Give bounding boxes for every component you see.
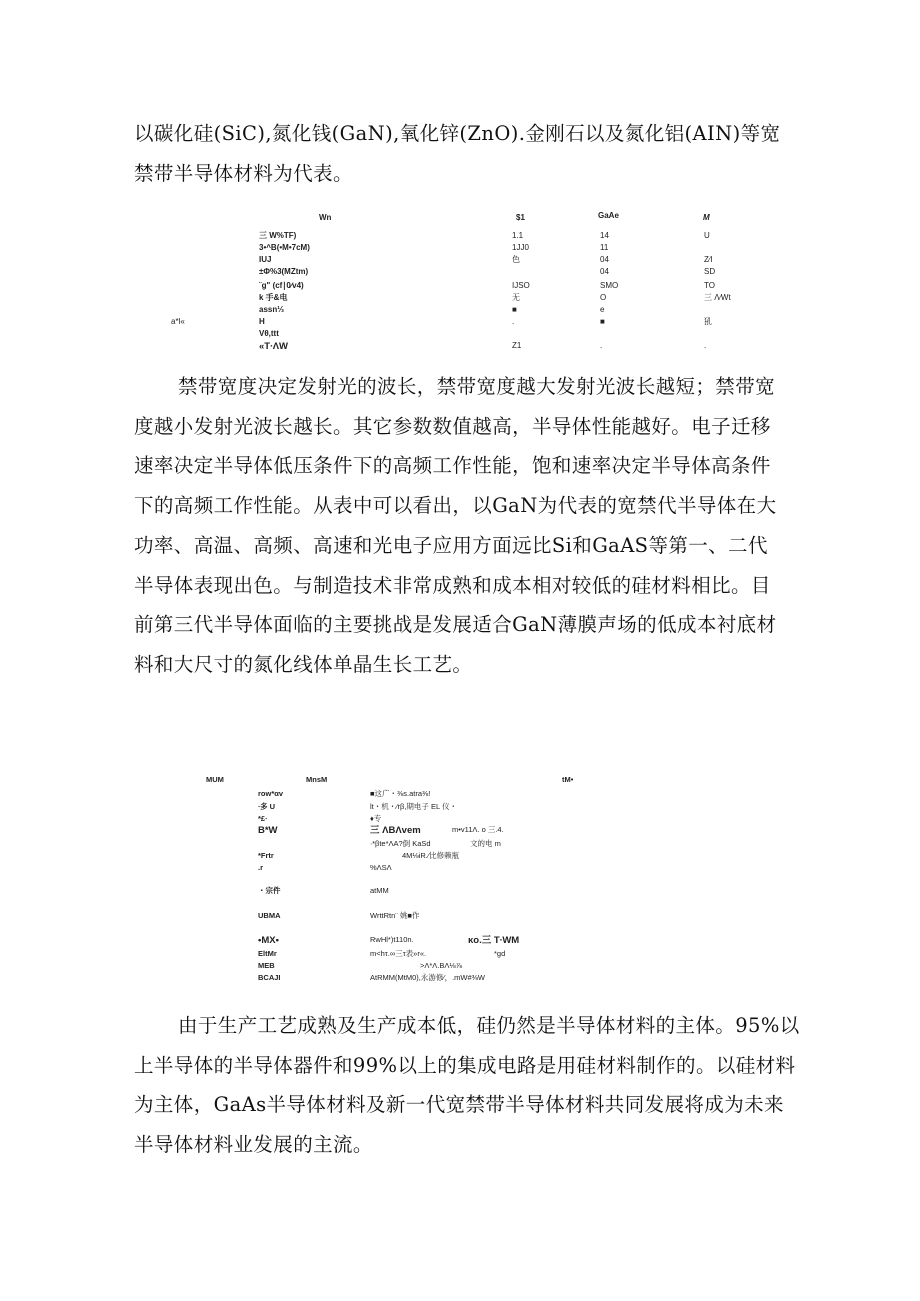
table-row-label: «T∙ΛW (259, 341, 289, 352)
table-row-label: ±Φ%3(MZtm) (259, 267, 309, 276)
table-cell: EltMr (258, 949, 277, 958)
paragraph-line: 速率决定半导体低压条件下的高频工作性能，饱和速率决定半导体高条件 (134, 454, 771, 478)
table-row-label: k 手&电 (259, 293, 288, 302)
table-cell: 04 (600, 255, 609, 264)
table-row-label: IUJ (259, 255, 272, 264)
table-cell: BCAJI (258, 973, 281, 982)
table-cell: SMO (600, 281, 619, 290)
table-header-cell: tM• (562, 775, 574, 784)
table-cell: Z∕I (704, 255, 713, 264)
table-cell: lt・机・∕rβ,期电子 EL 仪・ (370, 802, 457, 811)
paragraph-line: 上半导体的半导体器件和99%以上的集成电路是用硅材料制作的。以硅材料 (134, 1053, 796, 1077)
paragraph-line: 料和大尺寸的氮化线体单晶生长工艺。 (134, 652, 473, 676)
paragraph-line: 下的高频工作性能。从表中可以看出，以GaN为代表的宽禁代半导体在大 (134, 494, 777, 518)
table-cell: 11 (600, 243, 609, 252)
table-cell: ∙多 U (258, 802, 276, 811)
table-cell: m<hτ.∞三τ表»r«. (370, 949, 427, 958)
table-cell: TO (704, 281, 715, 290)
table-cell: 犼 (704, 317, 712, 326)
table-cell: B*W (258, 825, 278, 836)
table-cell: ■ (512, 305, 517, 314)
table-cell: 1JJ0 (512, 243, 529, 252)
paragraph-line: 半导体材料业发展的主流。 (134, 1133, 373, 1157)
table-cell: %ΛSΛ (370, 863, 392, 872)
table-cell: SD (704, 267, 716, 276)
table-header-cell: $1 (516, 213, 525, 222)
paragraph-conclusion (134, 1006, 800, 1165)
paragraph-analysis (134, 367, 794, 685)
table-cell: O (600, 293, 607, 302)
paragraph-line: 以碳化硅(SiC),氮化钱(GaN),氧化锌(ZnO).金刚石以及氮化铝(AIN)等宽 (134, 122, 781, 145)
table-cell: row*αv (258, 789, 284, 798)
table-cell: ■这广・⅜s.atra⅜! (370, 789, 431, 798)
table-row-label: Vθ,ttt (259, 329, 279, 338)
table-cell: 色 (512, 255, 520, 264)
table-cell: 4M⅛iR.∕比修赖瓶 (402, 851, 460, 860)
paragraph-intro (134, 114, 794, 193)
table-cell: m•v11Λ. o 三.4. (452, 825, 504, 834)
table-cell: 三 ΛBΛvem (370, 825, 421, 836)
table-header-cell: M (703, 213, 710, 222)
table-row-label: 3•^B(•M•7cM) (259, 243, 310, 252)
table-row-label: H (259, 317, 265, 326)
table-row-label: 三 W%TF) (259, 231, 297, 240)
table-cell: 无 (512, 293, 520, 302)
table-cell: .r (258, 863, 264, 872)
table-header-cell: MnsM (306, 775, 328, 784)
table-cell: •MX• (258, 935, 279, 946)
table-cell: *gd (494, 949, 506, 958)
table-cell: *£∙ (258, 814, 268, 823)
table-header-cell: Wn (319, 213, 332, 222)
table-cell: >Λ*Λ.BΛ⅛⅞ (420, 961, 462, 970)
table-cell: Z1 (512, 341, 522, 350)
table-cell: WrttRtn¨ 姚■作 (370, 911, 420, 920)
table-cell: . (512, 317, 515, 326)
paragraph-line: 前第三代半导体面临的主要挑战是发展适合GaN薄膜声场的低成本衬底材 (134, 613, 777, 637)
table-cell: ・宗件 (258, 886, 281, 895)
table-side-label: a*l« (171, 317, 185, 326)
paragraph-line: 度越小发射光波长越长。其它参数数值越高，半导体性能越好。电子迁移 (134, 414, 771, 438)
table-cell: AtRMM(MtM0),永游修∕，.mW#⅜W (370, 973, 485, 982)
table-cell: ∙*βte*ΛA?倒 KaSd (370, 839, 431, 848)
paragraph-line: 功率、高温、高频、高速和光电子应用方面远比Si和GaAS等第一、二代 (134, 533, 768, 557)
table-cell: ■ (600, 317, 605, 326)
paragraph-line: 由于生产工艺成熟及生产成本低，硅仍然是半导体材料的主体。95%以 (178, 1014, 800, 1037)
table-cell: e (600, 305, 605, 314)
table-header-cell: GaAe (598, 211, 619, 220)
paragraph-line: 为主体，GaAs半导体材料及新一代宽禁带半导体材料共同发展将成为未来 (134, 1093, 784, 1117)
table-cell: UBMA (258, 911, 281, 920)
table-header-cell: MUM (206, 775, 224, 784)
table-cell: *Frtr (258, 851, 274, 860)
table-cell: IJSO (512, 281, 530, 290)
table-cell: 14 (600, 231, 609, 240)
table-row-label: ¨g" (cf∣0∕v4) (259, 281, 304, 290)
table-cell: . (704, 341, 707, 350)
table-cell: RwHl*)t110n. (370, 935, 414, 944)
table-cell: ♦专 (370, 814, 382, 823)
table-cell: atMM (370, 886, 389, 895)
table-cell: 文的电 m (470, 839, 501, 848)
table-cell: U (704, 231, 710, 240)
table-row-label: assn⅓ (259, 305, 284, 314)
table-cell: 1.1 (512, 231, 524, 240)
paragraph-line: 禁带半导体材料为代表。 (134, 161, 353, 185)
table-cell: κo.三 T∙WM (468, 935, 520, 946)
table-cell: . (600, 341, 603, 350)
paragraph-line: 半导体表现出色。与制造技术非常成熟和成本相对较低的硅材料相比。目 (134, 573, 771, 597)
table-cell: MEB (258, 961, 275, 970)
table-cell: 04 (600, 267, 609, 276)
table-cell: 三 Λ∕Wt (704, 293, 731, 302)
paragraph-line: 禁带宽度决定发射光的波长，禁带宽度越大发射光波长越短；禁带宽 (178, 375, 776, 398)
